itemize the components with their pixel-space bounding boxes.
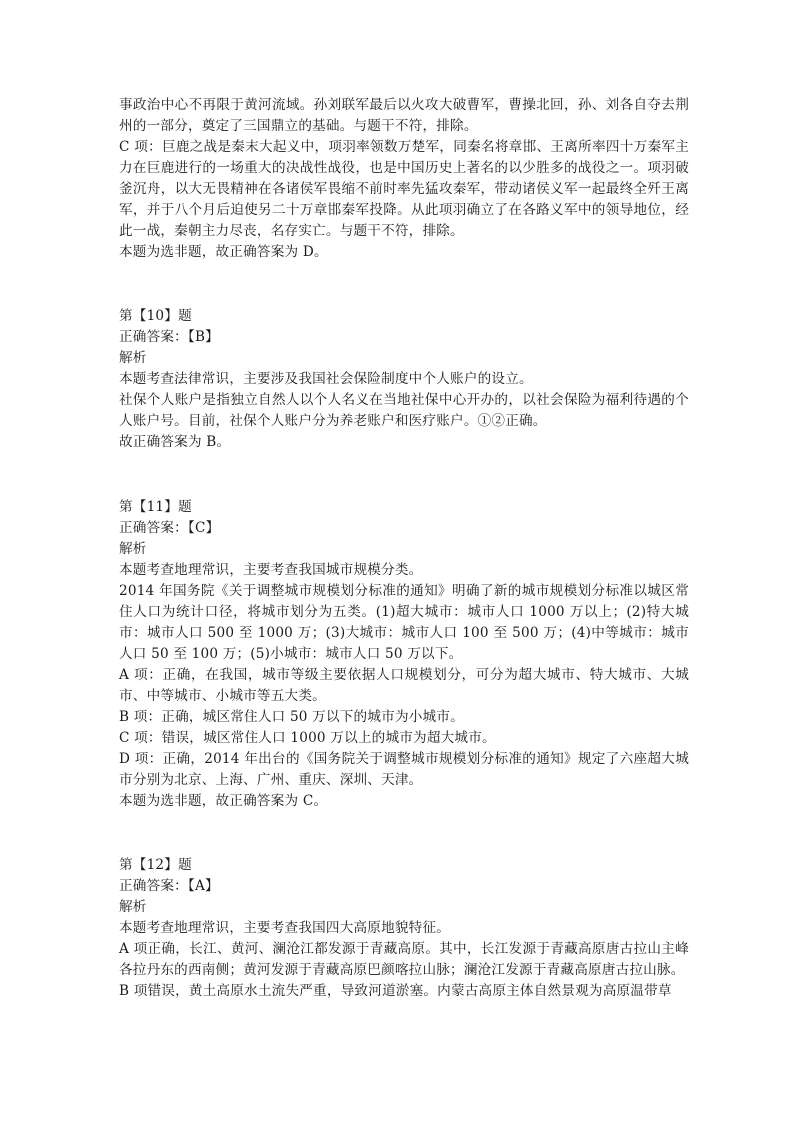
paragraph: 本题考查地理常识，主要考查我国四大高原地貌特征。 — [119, 920, 451, 936]
correct-answer: 正确答案：【C】 — [119, 520, 220, 536]
previous-answer-explanation — [119, 95, 689, 263]
paragraph: A 项：正确，在我国，城市等级主要依据人口规模划分，可分为超大城市、特大城市、大城市、中等城市、小城市等五大类。 — [119, 667, 689, 704]
paragraph: 事政治中心不再限于黄河流域。孙刘联军最后以火攻大破曹军，曹操北回，孙、刘各自夺去荆州的一部分，奠定了三国鼎立的基础。与题干不符，排除。 — [119, 97, 689, 134]
question-11 — [119, 497, 689, 812]
paragraph: C 项：巨鹿之战是秦末大起义中，项羽率领数万楚军，同秦名将章邯、王离所率四十万秦军主力在巨鹿进行的一场重大的决战性战役，也是中国历史上著名的以少胜多的战役之一。项羽破釜沉舟，以大无畏精神在各诸侯军畏缩不前时率先猛攻秦军，带动诸侯义军一起最终全歼王离军，并于八个月后迫使另二十万章邯秦军投降。从此项羽确立了在各路义军中的领导地位，经此一战，秦朝主力尽丧，名存实亡。与题干不符，排除。 — [119, 139, 689, 239]
paragraph: B 项：正确，城区常住人口 50 万以下的城市为小城市。 — [119, 709, 464, 725]
correct-answer: 正确答案：【B】 — [119, 329, 219, 345]
paragraph: 本题为选非题，故正确答案为 C。 — [119, 793, 328, 809]
question-heading: 第【10】题 — [119, 308, 192, 324]
paragraph: 本题考查地理常识，主要考查我国城市规模分类。 — [119, 562, 423, 578]
analysis-label: 解析 — [119, 899, 147, 915]
analysis-label: 解析 — [119, 541, 147, 557]
paragraph: 社保个人账户是指独立自然人以个人名义在当地社保中心开办的，以社会保险为福利待遇的个人账户号。目前，社保个人账户分为养老账户和医疗账户。①②正确。 — [119, 392, 689, 429]
paragraph: 故正确答案为 B。 — [119, 434, 231, 450]
paragraph: 本题考查法律常识，主要涉及我国社会保险制度中个人账户的设立。 — [119, 371, 533, 387]
question-heading: 第【12】题 — [119, 857, 192, 873]
question-10 — [119, 306, 689, 453]
paragraph: 2014 年国务院《关于调整城市规模划分标准的通知》明确了新的城市规模划分标准以城区常住人口为统计口径，将城市划分为五类。(1)超大城市：城市人口 1000 万以上；(2)特大城市：城市人口 500 至 1000 万；(3)大城市：城市人口 100 至 500 万；(4)中等城市：城市人口 50 至 100 万；(5)小城市：城市人口 50 万以下。 — [119, 583, 689, 662]
analysis-label: 解析 — [119, 350, 147, 366]
correct-answer: 正确答案：【A】 — [119, 878, 219, 894]
question-12 — [119, 855, 689, 1002]
question-heading: 第【11】题 — [119, 499, 192, 515]
paragraph: A 项正确，长江、黄河、澜沧江都发源于青藏高原。其中，长江发源于青藏高原唐古拉山主峰各拉丹东的西南侧；黄河发源于青藏高原巴颜喀拉山脉；澜沧江发源于青藏高原唐古拉山脉。 — [119, 941, 689, 978]
paragraph: B 项错误，黄土高原水土流失严重，导致河道淤塞。内蒙古高原主体自然景观为高原温带草 — [119, 983, 672, 999]
paragraph: 本题为选非题，故正确答案为 D。 — [119, 244, 328, 260]
paragraph: C 项：错误，城区常住人口 1000 万以上的城市为超大城市。 — [119, 730, 496, 746]
paragraph: D 项：正确，2014 年出台的《国务院关于调整城市规模划分标准的通知》规定了六座超大城市分别为北京、上海、广州、重庆、深圳、天津。 — [119, 751, 689, 788]
document-body — [119, 95, 689, 1002]
